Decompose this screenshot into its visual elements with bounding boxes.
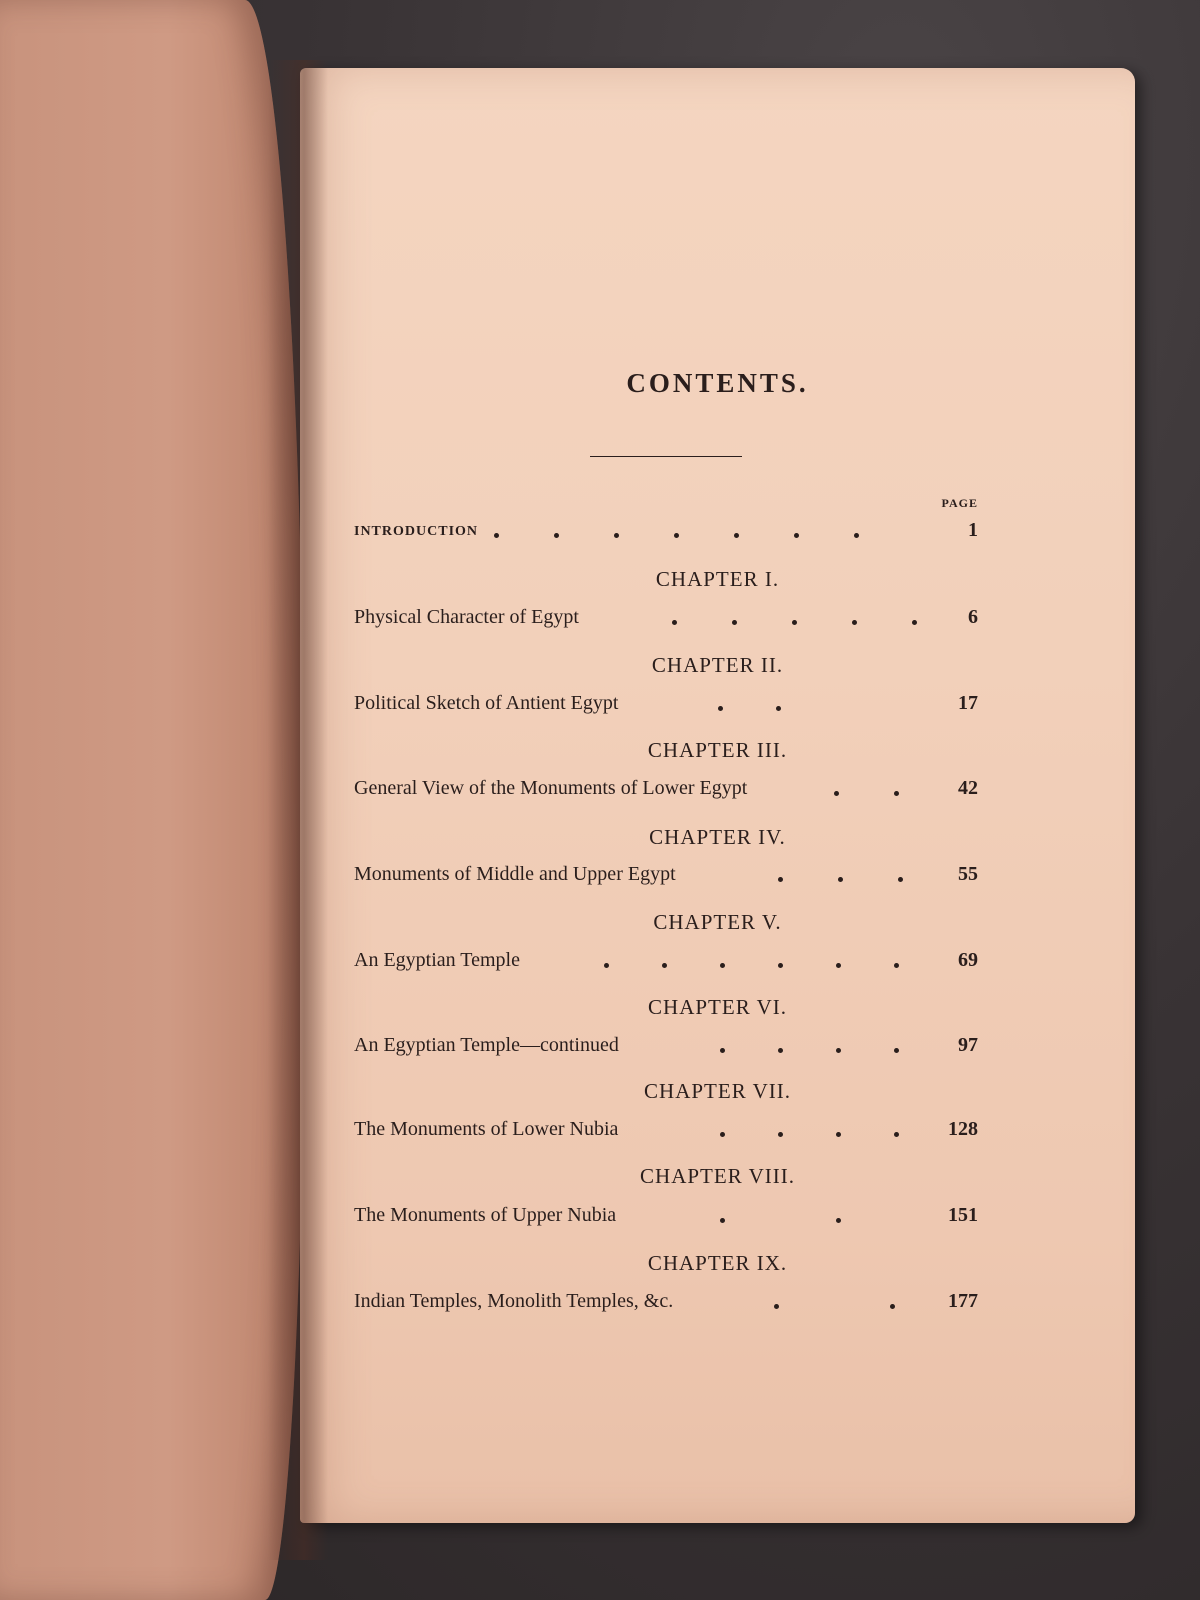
leader-dot [720,963,725,968]
toc-entry-title: An Egyptian Temple [354,949,520,971]
leader-dot [852,620,857,625]
leader-dot [836,963,841,968]
toc-entry-page: 17 [958,692,978,714]
chapter-heading: CHAPTER II. [651,653,784,677]
toc-entry-page: 177 [948,1290,978,1312]
leader-dot [894,963,899,968]
page-column-label: PAGE [941,496,978,510]
toc-entry [354,1204,978,1234]
leader-dot [778,1132,783,1137]
toc-entry-title: INTRODUCTION [354,524,479,539]
toc-entry-page: 1 [968,519,978,541]
toc-entry [354,777,978,807]
toc-entry-page: 69 [958,949,978,971]
leader-dot [836,1218,841,1223]
toc-entry [354,949,978,979]
leader-dot [894,791,899,796]
chapter-heading: CHAPTER IV. [649,825,786,849]
leader-dot [720,1218,725,1223]
toc-entry-title: Political Sketch of Antient Egypt [354,692,619,714]
toc-entry [354,692,978,722]
toc-entry-page: 151 [948,1204,978,1226]
contents-heading: CONTENTS. [626,368,809,398]
chapter-heading: CHAPTER VII. [644,1079,791,1103]
leader-dot [890,1304,895,1309]
toc-entry-page: 55 [958,863,978,885]
leader-dot [554,533,559,538]
toc-entry-title: Monuments of Middle and Upper Egypt [354,863,676,885]
chapter-heading: CHAPTER IX. [647,1251,788,1275]
leader-dot [718,706,723,711]
heading-rule [590,456,742,457]
left-page [0,0,305,1600]
toc-entry-title: General View of the Monuments of Lower Egypt [354,777,748,799]
leader-dot [720,1132,725,1137]
toc-entry-title: The Monuments of Lower Nubia [354,1118,619,1140]
leader-dot [834,791,839,796]
chapter-heading: CHAPTER V. [653,910,782,934]
leader-dot [674,533,679,538]
toc-entry-page: 128 [948,1118,978,1140]
leader-dot [776,706,781,711]
toc-entry-title: Indian Temples, Monolith Temples, &c. [354,1290,674,1312]
toc-entry [354,606,978,636]
leader-dot [792,620,797,625]
chapter-heading: CHAPTER I. [655,567,780,591]
toc-entry-page: 42 [958,777,978,799]
toc-entry-title: An Egyptian Temple—continued [354,1034,619,1056]
leader-dot [794,533,799,538]
leader-dot [912,620,917,625]
leader-dot [854,533,859,538]
toc-entry-title: The Monuments of Upper Nubia [354,1204,617,1226]
leader-dot [494,533,499,538]
leader-dot [614,533,619,538]
toc-entry [354,1118,978,1148]
leader-dot [734,533,739,538]
leader-dot [662,963,667,968]
toc-entry-title: Physical Character of Egypt [354,606,579,628]
leader-dot [778,877,783,882]
toc-entry-page: 6 [968,606,978,628]
leader-dot [838,877,843,882]
chapter-heading: CHAPTER VI. [648,995,787,1019]
leader-dot [732,620,737,625]
leader-dot [774,1304,779,1309]
table-of-contents [300,68,1135,1523]
leader-dot [836,1132,841,1137]
leader-dot [778,963,783,968]
leader-dot [720,1048,725,1053]
leader-dot [898,877,903,882]
chapter-heading: CHAPTER III. [647,738,788,762]
leader-dot [672,620,677,625]
leader-dot [836,1048,841,1053]
toc-entry-page: 97 [958,1034,978,1056]
toc-entry [354,1034,978,1064]
leader-dot [894,1132,899,1137]
leader-dot [778,1048,783,1053]
leader-dot [604,963,609,968]
toc-entry-introduction [354,519,978,549]
chapter-heading: CHAPTER VIII. [640,1164,795,1188]
leader-dot [894,1048,899,1053]
toc-entry [354,1290,978,1320]
toc-entry [354,863,978,893]
